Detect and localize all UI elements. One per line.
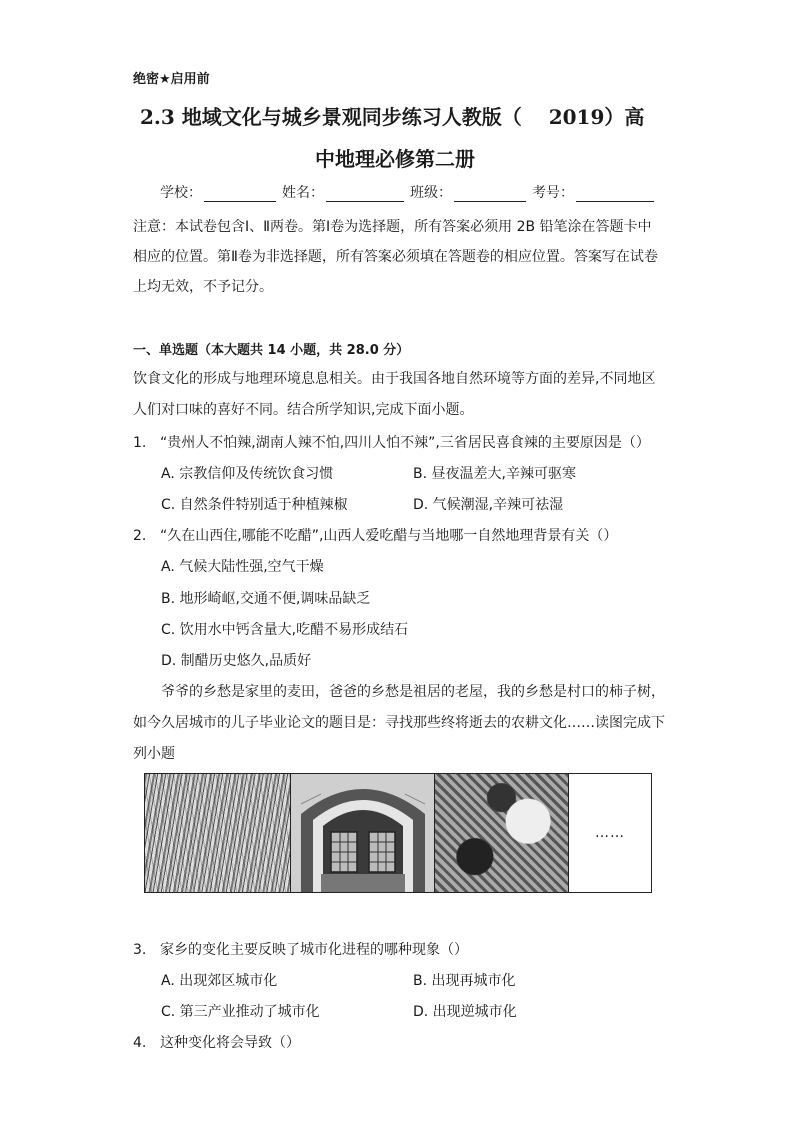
option-1d[interactable]: D. 气候潮湿,辛辣可祛湿: [413, 497, 564, 513]
exam-notice: 注意：本试卷包含Ⅰ、Ⅱ两卷。第Ⅰ卷为选择题，所有答案必须用 2B 铅笔涂在答题卡中相应的位置。第Ⅱ卷为非选择题，所有答案必须填在答题卷的相应位置。答案写在试卷上均无效，不予记分。: [133, 219, 658, 295]
page-title-line1: 2.3 地域文化与城乡景观同步练习人教版（ 2019）高: [140, 105, 645, 129]
name-label: 姓名：: [282, 185, 324, 201]
question-3: [133, 939, 468, 959]
secret-label: 绝密★启用前: [133, 72, 210, 87]
name-blank[interactable]: [326, 187, 404, 202]
section-prefix: 一、单选题: [133, 343, 199, 358]
class-label: 班级：: [410, 185, 452, 201]
option-2b[interactable]: B. 地形崎岖,交通不便,调味品缺乏: [161, 591, 371, 607]
option-1a[interactable]: A. 宗教信仰及传统饮食习惯: [161, 466, 334, 482]
question-stem: 这种变化将会导致（）: [160, 1035, 300, 1051]
question-number: 4.: [133, 1035, 147, 1051]
figure-photo-strip: [144, 773, 652, 893]
page-title-line2: 中地理必修第二册: [315, 147, 475, 171]
student-info-row: [160, 182, 660, 202]
exam-no-label: 考号：: [532, 185, 574, 201]
option-3a[interactable]: A. 出现郊区城市化: [161, 973, 278, 989]
section-heading: [133, 339, 409, 358]
persimmon-tree-photo: [435, 774, 569, 892]
question-1: [133, 432, 650, 452]
section-detail: （本大题共 14 小题，共 28.0 分）: [198, 343, 410, 358]
question-number: 3.: [133, 942, 147, 958]
option-3d[interactable]: D. 出现逆城市化: [413, 1004, 517, 1020]
old-house-illustration: [291, 774, 435, 892]
question-stem: “久在山西住,哪能不吃醋”,山西人爱吃醋与当地哪一自然地理背景有关（）: [160, 528, 618, 544]
old-house-photo: [291, 774, 435, 892]
question-number: 1.: [133, 435, 147, 451]
question-stem: 家乡的变化主要反映了城市化进程的哪种现象（）: [160, 942, 468, 958]
question-number: 2.: [133, 528, 147, 544]
option-2d[interactable]: D. 制醋历史悠久,品质好: [161, 653, 312, 669]
material-paragraph-1: 饮食文化的形成与地理环境息息相关。由于我国各地自然环境等方面的差异,不同地区人们对口味的喜好不同。结合所学知识,完成下面小题。: [133, 371, 656, 418]
wheat-field-photo: [145, 774, 291, 892]
material-paragraph-2: 爷爷的乡愁是家里的麦田，爸爸的乡愁是祖居的老屋，我的乡愁是村口的柿子树，如今久居城市的儿子毕业论文的题目是：寻找那些终将逝去的农耕文化……读图完成下列小题: [133, 684, 665, 762]
option-3b[interactable]: B. 出现再城市化: [413, 973, 516, 989]
option-2a[interactable]: A. 气候大陆性强,空气干燥: [161, 559, 324, 575]
option-1b[interactable]: B. 昼夜温差大,辛辣可驱寒: [413, 466, 576, 482]
question-2: [133, 525, 617, 545]
question-4: [133, 1032, 300, 1052]
school-blank[interactable]: [204, 187, 276, 202]
exam-no-blank[interactable]: [576, 187, 654, 202]
school-label: 学校：: [160, 185, 202, 201]
option-2c[interactable]: C. 饮用水中钙含量大,吃醋不易形成结石: [161, 622, 409, 638]
class-blank[interactable]: [454, 187, 526, 202]
ellipsis-panel: ……: [569, 774, 651, 892]
question-stem: “贵州人不怕辣,湖南人辣不怕,四川人怕不辣”,三省居民喜食辣的主要原因是（）: [160, 435, 650, 451]
option-3c[interactable]: C. 第三产业推动了城市化: [161, 1004, 320, 1020]
option-1c[interactable]: C. 自然条件特别适于种植辣椒: [161, 497, 348, 513]
